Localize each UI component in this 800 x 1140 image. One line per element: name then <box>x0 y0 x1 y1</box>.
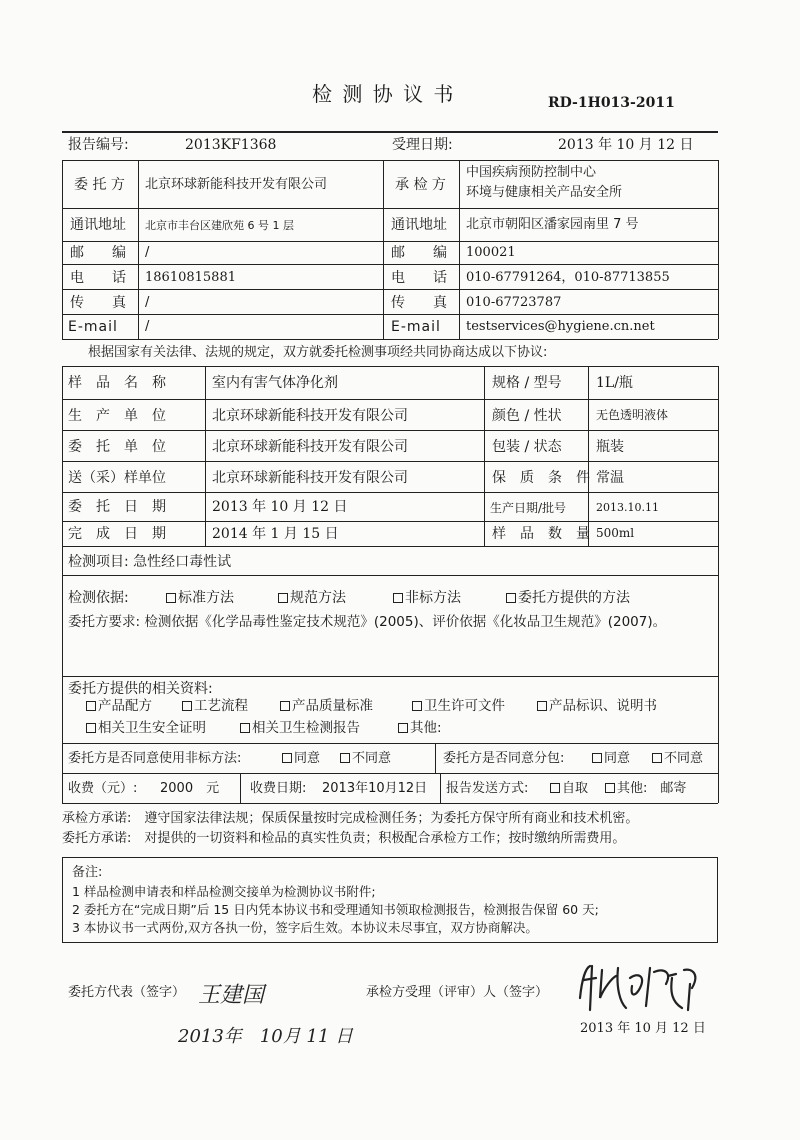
checkbox[interactable] <box>592 753 602 763</box>
producer: 北京环球新能科技开发有限公司 <box>212 408 408 424</box>
checkbox[interactable] <box>86 723 96 733</box>
note-2: 2 委托方在“完成日期”后 15 日内凭本协议书和受理通知书领取检测报告，检测报告保留 60 天; <box>72 902 599 917</box>
sender: 北京环球新能科技开发有限公司 <box>212 470 408 486</box>
basis-option-client[interactable]: 委托方提供的方法 <box>506 591 630 605</box>
agreement-intro: 根据国家有关法律、法规的规定，双方就委托检测事项经共同协商达成以下协议: <box>88 345 548 360</box>
test-item: 检测项目: 急性经口毒性试 <box>68 554 232 570</box>
sender-label: 送（采）样单位 <box>68 470 166 486</box>
checkbox[interactable] <box>86 701 96 711</box>
accept-date-label: 受理日期: <box>392 137 453 153</box>
tester-rep-label: 承检方受理（评审）人（签字） <box>366 985 549 1000</box>
material-formula[interactable]: 产品配方 <box>86 700 152 714</box>
entrust-unit: 北京环球新能科技开发有限公司 <box>212 439 408 455</box>
checkbox[interactable] <box>506 593 516 603</box>
material-label[interactable]: 产品标识、说明书 <box>537 700 657 714</box>
checkbox[interactable] <box>652 753 662 763</box>
client-post: / <box>145 245 150 260</box>
sample-name: 室内有害气体净化剂 <box>212 375 338 391</box>
material-other[interactable]: 其他: <box>398 722 442 736</box>
client-fax-label: 传 真 <box>70 295 126 311</box>
basis-option-standard[interactable]: 标准方法 <box>166 591 234 605</box>
tester-label: 承 检 方 <box>395 177 446 193</box>
checkbox[interactable] <box>550 783 560 793</box>
tester-fax: 010-67723787 <box>466 295 562 310</box>
materials-label: 委托方提供的相关资料: <box>68 681 213 697</box>
subcontract-label: 委托方是否同意分包: <box>443 751 565 766</box>
checkbox[interactable] <box>412 701 422 711</box>
fee: 2000 元 <box>160 781 220 796</box>
prod-date: 2013.10.11 <box>596 501 659 514</box>
sub-disagree[interactable]: 不同意 <box>652 752 703 765</box>
note-3: 3 本协议书一式两份,双方各执一份，签字后生效。本协议未尽事宜，双方协商解决。 <box>72 920 538 935</box>
tester-sign-date: 2013 年 10 月 12 日 <box>580 1021 706 1036</box>
checkbox[interactable] <box>537 701 547 711</box>
client-phone: 18610815881 <box>145 270 236 285</box>
prod-date-label: 生产日期/批号 <box>490 501 567 515</box>
checkbox[interactable] <box>340 753 350 763</box>
finish-date: 2014 年 1 月 15 日 <box>212 526 339 542</box>
storage: 常温 <box>596 470 624 486</box>
material-safety[interactable]: 相关卫生安全证明 <box>86 722 206 736</box>
producer-label: 生 产 单 位 <box>68 408 166 424</box>
finish-date-label: 完 成 日 期 <box>68 526 166 542</box>
delivery-self[interactable]: 自取 <box>550 782 588 795</box>
checkbox[interactable] <box>166 593 176 603</box>
tester-name-line2: 环境与健康相关产品安全所 <box>466 185 623 200</box>
notes-title: 备注: <box>72 865 103 880</box>
sub-agree[interactable]: 同意 <box>592 752 630 765</box>
accept-date: 2013 年 10 月 12 日 <box>558 137 694 153</box>
package: 瓶装 <box>596 439 624 455</box>
checkbox[interactable] <box>605 783 615 793</box>
promise-tester: 承检方承诺: 遵守国家法律法规；保质保量按时完成检测任务；为委托方保守所有商业和技术机密。 <box>62 811 639 826</box>
client-addr: 北京市丰台区建欣苑 6 号 1 层 <box>145 219 294 232</box>
doc-code: RD-1H013-2011 <box>548 95 675 111</box>
material-report[interactable]: 相关卫生检测报告 <box>240 722 360 736</box>
color-label: 颜色 / 性状 <box>492 408 562 424</box>
entrust-date: 2013 年 10 月 12 日 <box>212 499 348 515</box>
client-phone-label: 电 话 <box>70 270 126 286</box>
client-name: 北京环球新能科技开发有限公司 <box>145 177 328 192</box>
qty: 500ml <box>596 526 635 540</box>
nonstd-disagree[interactable]: 不同意 <box>340 752 391 765</box>
sample-name-label: 样 品 名 称 <box>68 375 166 391</box>
checkbox[interactable] <box>278 593 288 603</box>
checkbox[interactable] <box>280 701 290 711</box>
client-label: 委 托 方 <box>74 177 125 193</box>
fee-date: 2013年10月12日 <box>322 781 428 796</box>
delivery-label: 报告发送方式: <box>446 781 529 796</box>
tester-email: testservices@hygiene.cn.net <box>466 319 655 334</box>
page-title: 检 测 协 议 书 <box>312 82 456 106</box>
client-rep-label: 委托方代表（签字） <box>68 985 186 1000</box>
fee-label: 收费（元）: <box>68 781 138 796</box>
basis-option-spec[interactable]: 规范方法 <box>278 591 346 605</box>
spec: 1L/瓶 <box>596 375 633 391</box>
tester-name-line1: 中国疾病预防控制中心 <box>466 165 597 180</box>
nonstd-agree[interactable]: 同意 <box>282 752 320 765</box>
client-fax: / <box>145 295 150 310</box>
tester-post: 100021 <box>466 245 516 260</box>
promise-client: 委托方承诺: 对提供的一切资料和检品的真实性负责；积极配合承检方工作；按时缴纳所需费用。 <box>62 831 626 846</box>
tester-post-label: 邮 编 <box>391 245 447 261</box>
report-no: 2013KF1368 <box>185 137 277 153</box>
nonstd-label: 委托方是否同意使用非标方法: <box>68 751 242 766</box>
report-no-label: 报告编号: <box>68 137 129 153</box>
client-requirement: 委托方要求: 检测依据《化学品毒性鉴定技术规范》(2005)、评价依据《化妆品卫生规范》(2007)。 <box>68 614 667 630</box>
package-label: 包装 / 状态 <box>492 439 562 455</box>
basis-option-nonstd[interactable]: 非标方法 <box>393 591 461 605</box>
checkbox[interactable] <box>182 701 192 711</box>
client-addr-label: 通讯地址 <box>70 217 126 233</box>
checkbox[interactable] <box>393 593 403 603</box>
checkbox[interactable] <box>398 723 408 733</box>
storage-label: 保 质 条 件 <box>492 470 590 486</box>
tester-email-label: E-mail <box>391 319 441 335</box>
client-post-label: 邮 编 <box>70 245 126 261</box>
qty-label: 样 品 数 量 <box>492 526 590 542</box>
material-process[interactable]: 工艺流程 <box>182 700 248 714</box>
material-license[interactable]: 卫生许可文件 <box>412 700 505 714</box>
client-sign-date: 2013年 10月 11 日 <box>178 1026 354 1047</box>
checkbox[interactable] <box>240 723 250 733</box>
tester-addr: 北京市朝阳区潘家园南里 7 号 <box>466 217 639 232</box>
fee-date-label: 收费日期: <box>250 781 307 796</box>
header-rule <box>62 131 718 133</box>
checkbox[interactable] <box>282 753 292 763</box>
entrust-date-label: 委 托 日 期 <box>68 499 166 515</box>
basis-label: 检测依据: <box>68 590 129 606</box>
tester-phone-label: 电 话 <box>391 270 447 286</box>
material-quality[interactable]: 产品质量标准 <box>280 700 373 714</box>
note-1: 1 样品检测申请表和样品检测交接单为检测协议书附件; <box>72 884 376 899</box>
spec-label: 规格 / 型号 <box>492 375 562 391</box>
tester-addr-label: 通讯地址 <box>391 217 447 233</box>
client-email: / <box>145 319 150 334</box>
tester-signature <box>572 958 712 1018</box>
entrust-unit-label: 委 托 单 位 <box>68 439 166 455</box>
delivery-other[interactable]: 其他: 邮寄 <box>605 782 686 795</box>
tester-fax-label: 传 真 <box>391 295 447 311</box>
client-signature: 王建国 <box>198 983 265 1008</box>
tester-phone: 010-67791264，010-87713855 <box>466 270 670 285</box>
color: 无色透明液体 <box>596 408 669 422</box>
client-email-label: E-mail <box>68 319 118 335</box>
